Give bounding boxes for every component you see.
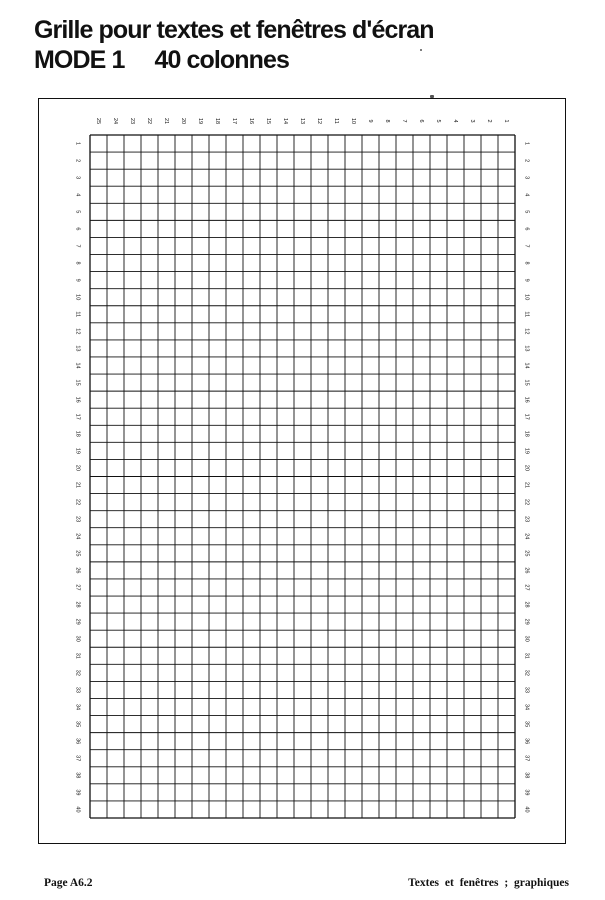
column-number: 2 xyxy=(486,119,493,123)
row-number-right: 37 xyxy=(523,755,530,762)
row-number-right: 10 xyxy=(523,294,530,301)
row-number-right: 24 xyxy=(523,533,530,540)
row-number-left: 18 xyxy=(74,430,81,437)
row-number-left: 8 xyxy=(74,261,81,265)
column-number: 1 xyxy=(503,119,510,123)
row-number-left: 37 xyxy=(74,755,81,762)
column-number: 11 xyxy=(333,118,340,124)
row-number-left: 28 xyxy=(74,601,81,608)
row-number-left: 2 xyxy=(74,159,81,163)
row-number-right: 23 xyxy=(523,516,530,523)
row-number-left: 39 xyxy=(74,789,81,796)
row-number-left: 26 xyxy=(74,567,81,574)
column-number: 17 xyxy=(231,117,238,125)
row-number-right: 12 xyxy=(523,328,530,335)
column-number: 20 xyxy=(180,117,187,125)
row-number-left: 34 xyxy=(74,703,81,711)
column-number: 13 xyxy=(299,117,306,125)
row-number-left: 29 xyxy=(74,618,81,625)
row-number-right: 40 xyxy=(523,806,530,813)
row-number-right: 5 xyxy=(523,210,530,214)
row-number-left: 14 xyxy=(74,362,81,369)
row-number-right: 28 xyxy=(523,601,530,608)
columns-label: 40 colonnes xyxy=(154,46,290,74)
row-number-left: 21 xyxy=(74,481,81,489)
row-number-left: 13 xyxy=(74,345,81,352)
grid-sheet-frame xyxy=(38,98,566,844)
column-number: 10 xyxy=(350,117,357,125)
row-number-left: 4 xyxy=(74,193,81,197)
section-title: Textes et fenêtres ; graphiques xyxy=(408,877,569,889)
column-number: 23 xyxy=(129,117,136,125)
column-number: 15 xyxy=(265,117,272,125)
column-number: 7 xyxy=(401,119,408,123)
row-number-left: 5 xyxy=(74,210,81,214)
column-number: 24 xyxy=(112,117,119,125)
column-number: 4 xyxy=(452,119,459,123)
row-number-right: 38 xyxy=(523,772,530,779)
column-number: 8 xyxy=(384,119,391,123)
row-number-left: 12 xyxy=(74,328,81,335)
column-number: 16 xyxy=(248,117,255,125)
row-number-right: 18 xyxy=(523,430,530,437)
row-number-right: 39 xyxy=(523,789,530,796)
row-number-right: 31 xyxy=(523,652,530,659)
row-number-left: 15 xyxy=(74,379,81,386)
row-number-left: 22 xyxy=(74,499,81,506)
row-number-right: 35 xyxy=(523,721,530,728)
scan-speck xyxy=(420,49,422,51)
row-number-left: 3 xyxy=(74,176,81,180)
row-number-left: 38 xyxy=(74,772,81,779)
column-number: 3 xyxy=(469,119,476,123)
row-number-right: 33 xyxy=(523,686,530,693)
column-number: 21 xyxy=(163,117,170,125)
row-number-left: 32 xyxy=(74,669,81,676)
row-number-right: 16 xyxy=(523,396,530,403)
row-number-right: 20 xyxy=(523,464,530,472)
row-number-right: 25 xyxy=(523,550,530,557)
row-number-left: 30 xyxy=(74,635,81,642)
row-number-right: 9 xyxy=(523,278,530,282)
column-number: 18 xyxy=(214,117,221,125)
row-number-right: 29 xyxy=(523,618,530,625)
mode-label: MODE 1 xyxy=(34,46,125,74)
row-number-right: 6 xyxy=(523,227,530,231)
row-number-left: 40 xyxy=(74,806,81,813)
row-number-left: 20 xyxy=(74,464,81,472)
row-number-left: 17 xyxy=(74,413,81,420)
column-number: 12 xyxy=(316,117,323,125)
row-number-left: 31 xyxy=(74,652,81,659)
row-number-right: 15 xyxy=(523,379,530,386)
column-number: 5 xyxy=(435,119,442,123)
row-number-left: 10 xyxy=(74,294,81,301)
row-number-left: 25 xyxy=(74,550,81,557)
row-number-right: 34 xyxy=(523,703,530,711)
row-number-right: 13 xyxy=(523,345,530,352)
column-number: 6 xyxy=(418,119,425,123)
row-number-right: 2 xyxy=(523,159,530,163)
row-number-right: 32 xyxy=(523,669,530,676)
column-number: 14 xyxy=(282,117,289,125)
row-number-right: 17 xyxy=(523,413,530,420)
row-number-left: 7 xyxy=(74,244,81,248)
row-number-right: 26 xyxy=(523,567,530,574)
row-number-right: 36 xyxy=(523,738,530,745)
row-number-left: 24 xyxy=(74,533,81,540)
row-number-right: 3 xyxy=(523,176,530,180)
column-number: 9 xyxy=(367,119,374,123)
row-number-left: 11 xyxy=(74,311,81,318)
row-number-left: 16 xyxy=(74,396,81,403)
row-number-left: 35 xyxy=(74,721,81,728)
row-number-right: 4 xyxy=(523,193,530,197)
row-number-right: 8 xyxy=(523,261,530,265)
column-number: 22 xyxy=(146,117,153,125)
row-number-left: 33 xyxy=(74,686,81,693)
row-number-left: 1 xyxy=(74,142,81,146)
row-number-right: 1 xyxy=(523,142,530,146)
page-title: Grille pour textes et fenêtres d'écran xyxy=(34,16,434,44)
column-number: 25 xyxy=(95,117,102,125)
row-number-left: 27 xyxy=(74,584,81,591)
row-number-left: 6 xyxy=(74,227,81,231)
row-number-right: 11 xyxy=(523,311,530,318)
row-number-right: 27 xyxy=(523,584,530,591)
row-number-right: 21 xyxy=(523,481,530,489)
row-number-right: 22 xyxy=(523,499,530,506)
mode-heading xyxy=(34,48,289,73)
row-number-right: 14 xyxy=(523,362,530,369)
row-number-right: 19 xyxy=(523,447,530,454)
row-number-left: 9 xyxy=(74,278,81,282)
row-number-left: 23 xyxy=(74,516,81,523)
row-number-right: 30 xyxy=(523,635,530,642)
page-number: Page A6.2 xyxy=(44,877,93,889)
row-number-left: 19 xyxy=(74,447,81,454)
row-number-right: 7 xyxy=(523,244,530,248)
row-number-left: 36 xyxy=(74,738,81,745)
column-number: 19 xyxy=(197,117,204,125)
